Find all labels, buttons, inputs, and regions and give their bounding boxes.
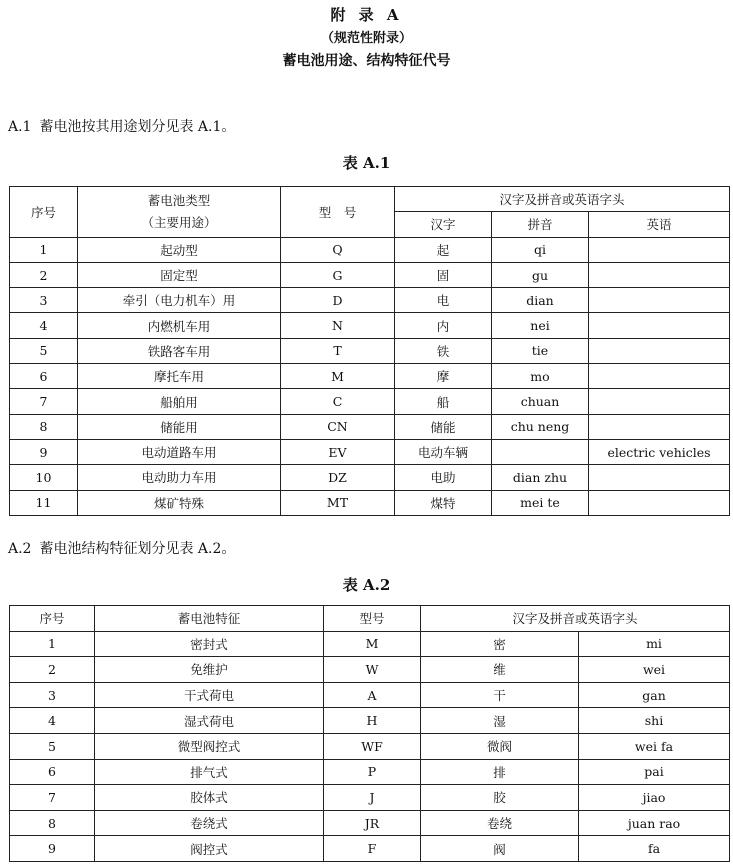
table-a1-cell-hanzi: 船 — [395, 389, 492, 414]
table-a2-cell-hanzi: 湿 — [421, 708, 579, 734]
table-a2-cell-seq: 5 — [10, 733, 95, 759]
table-a2-cell-hanzi: 胶 — [421, 785, 579, 811]
table-a1-header-pinyin: 拼音 — [492, 212, 589, 237]
table-a1-cell-english — [589, 490, 730, 515]
table-a1-cell-pinyin: dian zhu — [492, 465, 589, 490]
section-a2-number: A.2 — [8, 541, 32, 557]
table-a1-cell-code: CN — [281, 414, 395, 439]
table-a1-cell-type: 起动型 — [78, 237, 281, 262]
table-a1-cell-pinyin: nei — [492, 313, 589, 338]
table-a2-cell-seq: 6 — [10, 759, 95, 785]
table-a1-header-type-line1: 蓄电池类型 — [147, 192, 211, 208]
table-a2-cell-pinyin: pai — [579, 759, 730, 785]
table-a1-header-row — [10, 187, 730, 212]
table-a2-header-code: 型号 — [324, 606, 421, 632]
table-a1-cell-hanzi: 储能 — [395, 414, 492, 439]
table-a1-cell-english — [589, 338, 730, 363]
table-a1-header-english: 英语 — [589, 212, 730, 237]
table-a2-cell-code: W — [324, 657, 421, 683]
table-a2-cell-feature: 卷绕式 — [95, 810, 324, 836]
table-row — [10, 785, 730, 811]
table-a1-cell-hanzi: 固 — [395, 262, 492, 287]
table-a1-cell-type: 电动道路车用 — [78, 439, 281, 464]
table-a1-cell-hanzi: 煤特 — [395, 490, 492, 515]
table-row — [10, 465, 730, 490]
table-a1-cell-type: 铁路客车用 — [78, 338, 281, 363]
table-a1-cell-pinyin: qi — [492, 237, 589, 262]
table-a2-cell-seq: 7 — [10, 785, 95, 811]
table-a2-header-group: 汉字及拼音或英语字头 — [421, 606, 730, 632]
table-row — [10, 759, 730, 785]
table-a2-cell-seq: 9 — [10, 836, 95, 862]
table-a1-cell-type: 电动助力车用 — [78, 465, 281, 490]
table-a2-cell-code: M — [324, 631, 421, 657]
appendix-heading: 附 录 A — [330, 6, 403, 24]
table-a1-cell-pinyin: mei te — [492, 490, 589, 515]
table-a2-cell-code: P — [324, 759, 421, 785]
table-a1-cell-hanzi: 电 — [395, 288, 492, 313]
table-a1-cell-seq: 4 — [10, 313, 78, 338]
table-a1-cell-hanzi: 起 — [395, 237, 492, 262]
table-row — [10, 338, 730, 363]
table-a1-cell-seq: 8 — [10, 414, 78, 439]
table-a2-cell-hanzi: 卷绕 — [421, 810, 579, 836]
table-a1-cell-english — [589, 389, 730, 414]
table-a1-cell-seq: 11 — [10, 490, 78, 515]
table-a1-cell-hanzi: 铁 — [395, 338, 492, 363]
table-a1-cell-seq: 1 — [10, 237, 78, 262]
table-row — [10, 389, 730, 414]
table-a2 — [9, 605, 730, 862]
table-a2-cell-hanzi: 密 — [421, 631, 579, 657]
table-a2-cell-pinyin: jiao — [579, 785, 730, 811]
table-a1-cell-seq: 9 — [10, 439, 78, 464]
table-a1 — [9, 186, 730, 516]
table-a1-cell-pinyin: chuan — [492, 389, 589, 414]
table-row — [10, 836, 730, 862]
table-a1-cell-english — [589, 414, 730, 439]
table-a2-cell-seq: 2 — [10, 657, 95, 683]
table-row — [10, 313, 730, 338]
table-a2-cell-feature: 干式荷电 — [95, 682, 324, 708]
section-a1-text: 蓄电池按其用途划分见表 A.1。 — [39, 119, 236, 135]
table-row — [10, 364, 730, 389]
table-a1-cell-pinyin: tie — [492, 338, 589, 363]
table-a2-cell-code: JR — [324, 810, 421, 836]
table-a1-cell-type: 摩托车用 — [78, 364, 281, 389]
section-a1-paragraph — [8, 116, 235, 136]
table-a1-header-group: 汉字及拼音或英语字头 — [395, 187, 730, 212]
table-a2-cell-code: A — [324, 682, 421, 708]
table-a1-cell-code: MT — [281, 490, 395, 515]
table-a2-cell-feature: 排气式 — [95, 759, 324, 785]
table-row — [10, 288, 730, 313]
table-a2-cell-feature: 密封式 — [95, 631, 324, 657]
table-a1-cell-hanzi: 电助 — [395, 465, 492, 490]
section-a2-text: 蓄电池结构特征划分见表 A.2。 — [39, 541, 236, 557]
table-a2-cell-hanzi: 阀 — [421, 836, 579, 862]
table-a1-cell-english — [589, 262, 730, 287]
table-row — [10, 631, 730, 657]
table-a1-cell-code: Q — [281, 237, 395, 262]
section-a2-paragraph — [8, 538, 235, 558]
table-a1-cell-english — [589, 313, 730, 338]
table-a2-cell-pinyin: wei fa — [579, 733, 730, 759]
table-a2-cell-pinyin: shi — [579, 708, 730, 734]
normative-label: （规范性附录） — [320, 31, 412, 46]
table-a1-cell-code: G — [281, 262, 395, 287]
table-a2-cell-code: J — [324, 785, 421, 811]
table-a1-cell-seq: 10 — [10, 465, 78, 490]
table-a1-cell-pinyin — [492, 439, 589, 464]
table-a2-cell-feature: 胶体式 — [95, 785, 324, 811]
table-a2-cell-pinyin: mi — [579, 631, 730, 657]
table-a1-cell-code: T — [281, 338, 395, 363]
table-row — [10, 414, 730, 439]
table-a2-header-feature: 蓄电池特征 — [95, 606, 324, 632]
table-a2-cell-feature: 免维护 — [95, 657, 324, 683]
table-a2-cell-feature: 微型阀控式 — [95, 733, 324, 759]
table-row — [10, 439, 730, 464]
table-a1-cell-pinyin: mo — [492, 364, 589, 389]
table-a1-header-type — [78, 187, 281, 238]
table-a2-cell-pinyin: fa — [579, 836, 730, 862]
table-a2-cell-code: WF — [324, 733, 421, 759]
table-a1-cell-code: N — [281, 313, 395, 338]
table-a1-cell-pinyin: gu — [492, 262, 589, 287]
table-a1-cell-type: 固定型 — [78, 262, 281, 287]
table-row — [10, 490, 730, 515]
table-a1-header-type-line2: （主要用途） — [141, 214, 217, 230]
table-a2-cell-feature: 湿式荷电 — [95, 708, 324, 734]
table-a1-header-hanzi: 汉字 — [395, 212, 492, 237]
table-a1-cell-type: 船舶用 — [78, 389, 281, 414]
table-a2-cell-seq: 1 — [10, 631, 95, 657]
table-a2-cell-seq: 3 — [10, 682, 95, 708]
table-a2-cell-hanzi: 干 — [421, 682, 579, 708]
table-a2-cell-pinyin: gan — [579, 682, 730, 708]
table-a2-cell-hanzi: 维 — [421, 657, 579, 683]
table-a1-cell-seq: 6 — [10, 364, 78, 389]
table-a2-cell-code: H — [324, 708, 421, 734]
table-a2-cell-pinyin: wei — [579, 657, 730, 683]
table-a1-cell-code: M — [281, 364, 395, 389]
table-a1-cell-seq: 2 — [10, 262, 78, 287]
table-a1-cell-type: 内燃机车用 — [78, 313, 281, 338]
table-row — [10, 810, 730, 836]
table-a1-cell-code: D — [281, 288, 395, 313]
table-a1-cell-code: EV — [281, 439, 395, 464]
table-a1-cell-code: C — [281, 389, 395, 414]
table-a2-cell-seq: 8 — [10, 810, 95, 836]
table-a2-cell-hanzi: 微阀 — [421, 733, 579, 759]
table-a2-cell-hanzi: 排 — [421, 759, 579, 785]
section-a1-number: A.1 — [8, 119, 32, 135]
table-a1-cell-pinyin: chu neng — [492, 414, 589, 439]
table-row — [10, 682, 730, 708]
table-row — [10, 733, 730, 759]
appendix-title: 蓄电池用途、结构特征代号 — [282, 53, 451, 69]
table-a1-cell-hanzi: 内 — [395, 313, 492, 338]
table-a2-cell-pinyin: juan rao — [579, 810, 730, 836]
table-row — [10, 708, 730, 734]
table-a1-header-code: 型 号 — [281, 187, 395, 238]
table-row — [10, 657, 730, 683]
table-a1-cell-type: 牵引（电力机车）用 — [78, 288, 281, 313]
table-a2-cell-code: F — [324, 836, 421, 862]
table-a2-header-seq: 序号 — [10, 606, 95, 632]
table-a1-cell-english — [589, 465, 730, 490]
table-a1-caption: 表 A.1 — [342, 154, 391, 172]
table-a1-cell-code: DZ — [281, 465, 395, 490]
table-a1-header-seq: 序号 — [10, 187, 78, 238]
table-a1-cell-pinyin: dian — [492, 288, 589, 313]
table-a1-cell-english: electric vehicles — [589, 439, 730, 464]
table-a2-header-row — [10, 606, 730, 632]
table-row — [10, 237, 730, 262]
table-a2-cell-seq: 4 — [10, 708, 95, 734]
table-a2-caption: 表 A.2 — [342, 576, 391, 594]
table-a1-cell-seq: 5 — [10, 338, 78, 363]
table-a1-cell-type: 煤矿特殊 — [78, 490, 281, 515]
table-a2-cell-feature: 阀控式 — [95, 836, 324, 862]
table-a1-cell-hanzi: 摩 — [395, 364, 492, 389]
table-a1-cell-hanzi: 电动车辆 — [395, 439, 492, 464]
table-a1-cell-seq: 3 — [10, 288, 78, 313]
table-a1-cell-english — [589, 237, 730, 262]
table-row — [10, 262, 730, 287]
table-a1-cell-seq: 7 — [10, 389, 78, 414]
table-a1-cell-type: 储能用 — [78, 414, 281, 439]
table-a1-cell-english — [589, 288, 730, 313]
table-a1-cell-english — [589, 364, 730, 389]
